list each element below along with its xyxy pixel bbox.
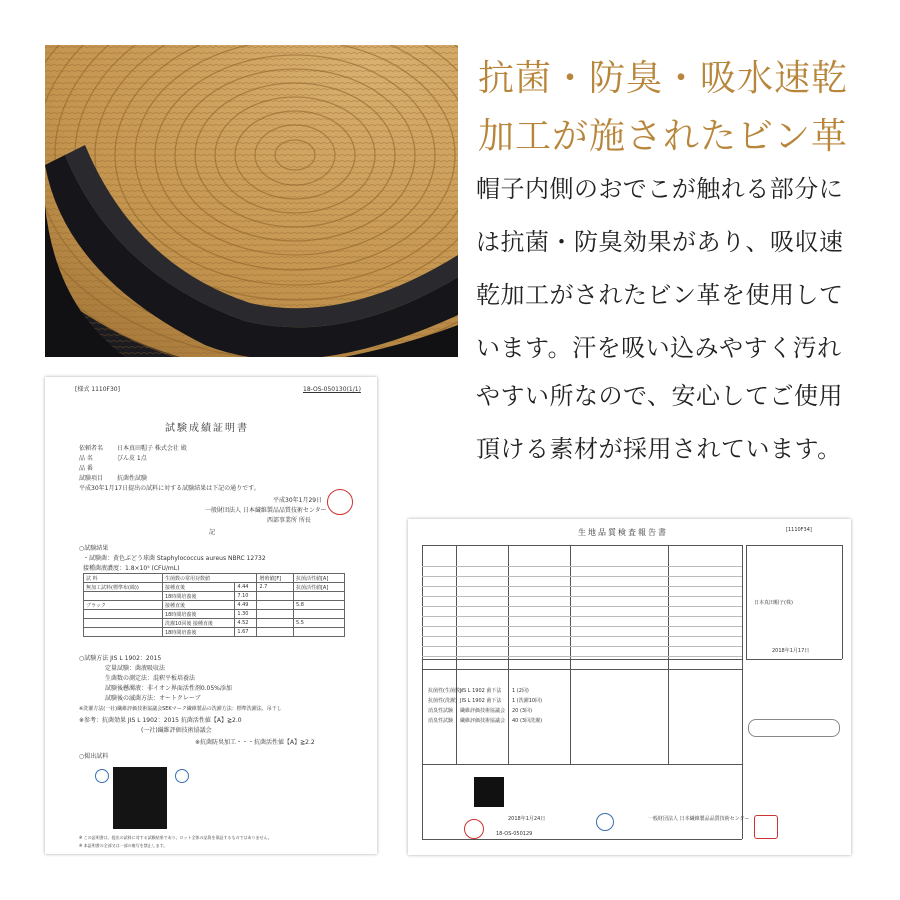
cert1-inoculum: 接種菌液濃度：1.8×10⁵ (CFU/mL) xyxy=(83,565,180,572)
cert1-method-line: 試験後の滅菌方法：オートクレーブ xyxy=(105,695,201,702)
table-cell: 1.30 xyxy=(235,610,257,619)
description-line-5: やすい所なので、安心してご使用 xyxy=(476,382,844,410)
cert1-method-line: ※参考：抗菌効果 JIS L 1902：2015 抗菌活性値【A】≧2.0 xyxy=(79,717,242,724)
grid-line xyxy=(422,545,742,546)
cert2-row-method: 繊維評価技術協議会 xyxy=(460,708,506,714)
qr-logo-icon xyxy=(596,813,614,831)
cert1-method-line: (一社)繊維評価技術協議会 xyxy=(141,727,212,734)
table-header: 増殖値[F] xyxy=(257,574,294,583)
cert1-doc-no: 18-OS-050130(1/1) xyxy=(303,386,361,393)
table-header: 生菌数の常用対数値 xyxy=(162,574,256,583)
cert1-test-item-value: 抗菌性試験 xyxy=(117,475,148,482)
grid-line xyxy=(746,659,842,660)
cert1-office: 西部事業所 所長 xyxy=(267,517,311,524)
cert2-row-value: 1 (洗濯10回) xyxy=(512,698,543,704)
table-cell xyxy=(257,601,294,610)
test-certificate xyxy=(45,377,377,854)
table-cell: 5.5 xyxy=(293,619,344,628)
headline-line-2: 加工が施されたビン革 xyxy=(478,116,849,157)
black-fabric-sample xyxy=(474,777,504,807)
cert2-row-method: JIS L 1902 菌下法 xyxy=(460,688,502,694)
table-row xyxy=(84,610,345,619)
table-header: 試 料 xyxy=(84,574,163,583)
cert1-method-line: 試験後懸濁液：非イオン界面活性剤0.05%添加 xyxy=(105,685,232,692)
grid-line xyxy=(422,669,742,670)
cert1-issuer: 一般財団法人 日本繊維製品品質技術センター xyxy=(205,507,327,514)
signature-box xyxy=(748,719,840,737)
cert2-company: 日本真田帽子(株) xyxy=(754,600,793,606)
description-line-1: 帽子内側のおでこが触れる部分に xyxy=(476,175,844,203)
cert2-title: 生地品質検査報告書 xyxy=(578,528,668,537)
red-seal-stamp xyxy=(464,819,484,839)
hat-inner-photo xyxy=(45,45,458,357)
cert1-title: 試験成績証明書 xyxy=(165,423,249,434)
cert1-ki: 記 xyxy=(209,529,216,536)
grid-line xyxy=(746,545,747,659)
table-cell: 無加工試料(標準布(綿)) xyxy=(84,583,163,592)
table-cell: 4.44 xyxy=(235,583,257,592)
table-cell: 1.67 xyxy=(235,628,257,637)
table-cell: 7.10 xyxy=(235,592,257,601)
cert1-client-label: 依頼者名 xyxy=(79,445,104,452)
table-cell: 4.49 xyxy=(235,601,257,610)
table-cell: 18時間培養後 xyxy=(162,592,234,601)
table-row xyxy=(84,628,345,637)
description-line-3: 乾加工がされたビン革を使用して xyxy=(476,281,844,309)
cert1-item-no-label: 品 番 xyxy=(79,465,93,472)
grid-line xyxy=(746,545,842,546)
cert1-method-line: 定量試験：菌液吸収法 xyxy=(105,665,166,672)
cert1-footnote-2: ※ 本証明書の全部又は一部の複写を禁止します。 xyxy=(79,843,168,848)
table-cell: 接種直後 xyxy=(162,601,234,610)
cert1-item-label: 品 名 xyxy=(79,455,93,462)
cert2-issuer: 一般財団法人 日本繊維製品品質技術センター xyxy=(648,816,750,822)
cert1-method-line: ※洗濯方法(一社)繊維評価技術協議会SEKマーク繊維製品の洗濯方法：標準洗濯法、吊干し xyxy=(79,706,282,712)
table-cell: 18時間培養後 xyxy=(162,628,234,637)
cert1-method-line: 生菌数の測定法：混釈平板培養法 xyxy=(105,675,196,682)
table-cell xyxy=(84,610,163,619)
table-header: 抗菌活性値[A] xyxy=(293,574,344,583)
qr-logo-icon xyxy=(95,769,109,783)
cert2-report-date: 2018年1月24日 xyxy=(508,816,546,822)
table-cell xyxy=(84,628,163,637)
cert1-client-value: 日本真田帽子 株式会社 殿 xyxy=(117,445,187,452)
description-line-2: は抗菌・防臭効果があり、吸収速 xyxy=(476,228,844,256)
cert2-report-no: 18-OS-050129 xyxy=(496,831,533,837)
red-seal-stamp xyxy=(327,489,353,515)
table-cell xyxy=(293,592,344,601)
cert1-item-value: びん皮 1点 xyxy=(117,455,147,462)
red-seal-stamp xyxy=(754,815,778,839)
table-row xyxy=(84,601,345,610)
cert1-intro: 平成30年1月17日提出の試料に対する試験結果は下記の通りです。 xyxy=(79,485,260,492)
qr-logo-icon xyxy=(175,769,189,783)
cert2-row-label: 消臭性試験 xyxy=(428,718,454,724)
cert1-test-item-label: 試験項目 xyxy=(79,475,104,482)
cert2-row-label: 消臭性試験 xyxy=(428,708,454,714)
cert2-row-method: JIS L 1902 菌下法 xyxy=(460,698,502,704)
table-cell: 5.8 xyxy=(293,601,344,610)
table-cell xyxy=(84,592,163,601)
cert2-row-value: 20 (3回) xyxy=(512,708,533,714)
grid-line xyxy=(742,545,743,839)
table-cell: 18時間培養後 xyxy=(162,610,234,619)
cert1-method-line: ※抗菌防臭加工・・・抗菌活性値【A】≧2.2 xyxy=(195,739,315,746)
fabric-quality-report xyxy=(408,519,851,855)
table-row xyxy=(84,619,345,628)
table-cell xyxy=(293,610,344,619)
cert1-strain: ・試験菌：黄色ぶどう球菌 Staphylococcus aureus NBRC 12732 xyxy=(83,555,266,562)
table-cell xyxy=(84,619,163,628)
cert1-form-no: [様式 1110F30] xyxy=(75,386,120,393)
cert2-row-value: 40 (3回洗濯) xyxy=(512,718,543,724)
table-cell: 洗濯10回後 接種直後 xyxy=(162,619,234,628)
black-fabric-sample xyxy=(113,767,167,829)
table-cell: 接種直後 xyxy=(162,583,234,592)
cert1-photo-header: ○掲出試料 xyxy=(79,753,109,760)
table-cell: 2.7 xyxy=(257,583,294,592)
grid-line xyxy=(422,839,742,840)
table-cell xyxy=(257,619,294,628)
table-cell xyxy=(257,592,294,601)
cert1-method-header: ○試験方法 JIS L 1902：2015 xyxy=(79,655,162,662)
cert2-row-value: 1 (2回) xyxy=(512,688,529,694)
grid-line xyxy=(842,545,843,659)
table-cell xyxy=(257,610,294,619)
description-line-6: 頂ける素材が採用されています。 xyxy=(476,435,842,463)
cert1-results-table xyxy=(83,573,345,637)
cert1-results-header: ○試験結果 xyxy=(79,545,109,552)
table-cell xyxy=(293,628,344,637)
cert2-date: 2018年1月17日 xyxy=(772,648,810,654)
table-cell: 4.52 xyxy=(235,619,257,628)
cert2-form-no: [1110F34] xyxy=(786,527,812,533)
headline-line-1: 抗菌・防臭・吸水速乾 xyxy=(478,58,849,99)
table-cell: 抗菌活性値[A] xyxy=(293,583,344,592)
cert2-row-label: 抗菌性(生菌数) xyxy=(428,688,462,694)
grid-line xyxy=(422,659,742,660)
table-cell xyxy=(257,628,294,637)
grid-line xyxy=(422,764,742,765)
table-row xyxy=(84,583,345,592)
cert1-date: 平成30年1月29日 xyxy=(273,497,323,504)
table-cell: ブラック xyxy=(84,601,163,610)
cert2-row-method: 繊維評価技術協議会 xyxy=(460,718,506,724)
table-row xyxy=(84,592,345,601)
description-line-4: います。汗を吸い込みやすく汚れ xyxy=(476,334,842,362)
cert1-footnote-1: ※ この証明書は、提出の試料に対する試験結果であり、ロット全体の品質を保証するものではありません。 xyxy=(79,835,272,840)
table-rows-shading xyxy=(422,557,742,657)
cert2-row-label: 抗菌性(洗濯) xyxy=(428,698,457,704)
